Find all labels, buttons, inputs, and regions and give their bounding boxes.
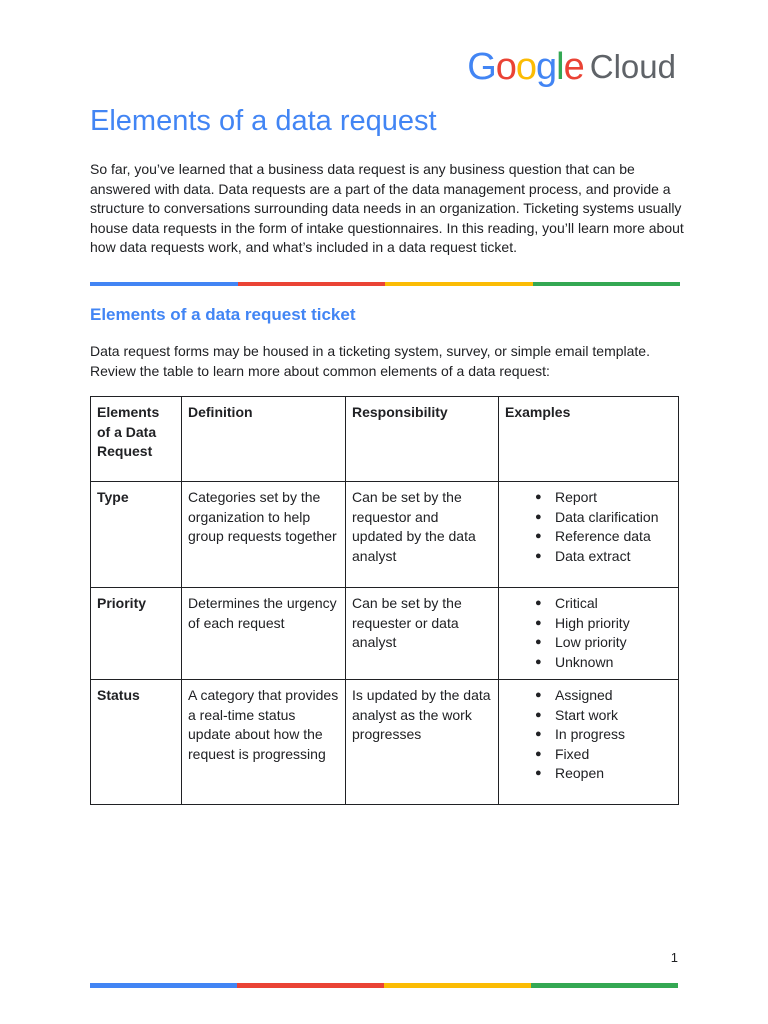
- logo-letter: G: [467, 45, 496, 88]
- definition-cell: Determines the urgency of each request: [182, 588, 346, 680]
- logo-letter: l: [556, 45, 564, 88]
- table-row: [91, 482, 679, 588]
- footer-blue-segment: [90, 983, 237, 988]
- table-row: [91, 588, 679, 680]
- examples-list: [505, 488, 672, 566]
- section-lead-paragraph: Data request forms may be housed in a ticketing system, survey, or simple email template. Review the table to learn more about common elements of a data request:: [90, 343, 650, 379]
- divider-yellow-segment: [385, 282, 533, 286]
- list-item: ● In progress: [535, 725, 672, 745]
- logo-letter: g: [536, 45, 557, 88]
- page-title: Elements of a data request: [90, 105, 437, 137]
- list-item: ● Fixed: [535, 745, 672, 765]
- divider-red-segment: [238, 282, 386, 286]
- responsibility-cell: Is updated by the data analyst as the work progresses: [346, 680, 499, 805]
- color-divider: [90, 282, 680, 286]
- divider-green-segment: [533, 282, 681, 286]
- list-item: ● Data extract: [535, 547, 672, 567]
- examples-list: [505, 594, 672, 672]
- header-examples: Examples: [499, 397, 679, 482]
- google-cloud-logo: [467, 44, 676, 90]
- header-elements: Elements of a Data Request: [91, 397, 182, 482]
- table-header-row: [91, 397, 679, 482]
- examples-cell: [499, 588, 679, 680]
- examples-cell: [499, 680, 679, 805]
- list-item: ● Start work: [535, 706, 672, 726]
- footer-color-bar: [90, 983, 678, 988]
- list-item: ● Assigned: [535, 686, 672, 706]
- footer-red-segment: [237, 983, 384, 988]
- list-item: ● Report: [535, 488, 672, 508]
- responsibility-cell: Can be set by the requester or data analyst: [346, 588, 499, 680]
- list-item: ● Critical: [535, 594, 672, 614]
- list-item: ● Data clarification: [535, 508, 672, 528]
- element-cell: Status: [91, 680, 182, 805]
- logo-letter: e: [563, 45, 584, 88]
- logo-letter: o: [515, 45, 537, 88]
- page-number: 1: [670, 950, 678, 965]
- cloud-wordmark: Cloud: [589, 48, 676, 85]
- header-responsibility: Responsibility: [346, 397, 499, 482]
- element-cell: Type: [91, 482, 182, 588]
- examples-cell: [499, 482, 679, 588]
- divider-blue-segment: [90, 282, 238, 286]
- google-wordmark: [467, 46, 584, 89]
- responsibility-cell: Can be set by the requestor and updated by the data analyst: [346, 482, 499, 588]
- table-row: [91, 680, 679, 805]
- definition-cell: A category that provides a real-time status update about how the request is progressing: [182, 680, 346, 805]
- examples-list: [505, 686, 672, 784]
- list-item: ● Low priority: [535, 633, 672, 653]
- section-heading: Elements of a data request ticket: [90, 305, 356, 324]
- list-item: ● Unknown: [535, 653, 672, 673]
- intro-paragraph: So far, you’ve learned that a business data request is any business question that can be answered with data. Data requests are a part of the data management process, and provide a structure to conversations surrounding data needs in an organization. Ticketing systems usually house data requests in the form of intake questionnaires. In this reading, you’ll learn more about how data requests work, and what’s included in a data request ticket.: [90, 161, 684, 256]
- list-item: ● Reference data: [535, 527, 672, 547]
- data-request-elements-table: [90, 396, 679, 805]
- header-definition: Definition: [182, 397, 346, 482]
- footer-yellow-segment: [384, 983, 531, 988]
- list-item: ● Reopen: [535, 764, 672, 784]
- footer-green-segment: [531, 983, 678, 988]
- list-item: ● High priority: [535, 614, 672, 634]
- element-cell: Priority: [91, 588, 182, 680]
- definition-cell: Categories set by the organization to help group requests together: [182, 482, 346, 588]
- logo-letter: o: [495, 45, 516, 88]
